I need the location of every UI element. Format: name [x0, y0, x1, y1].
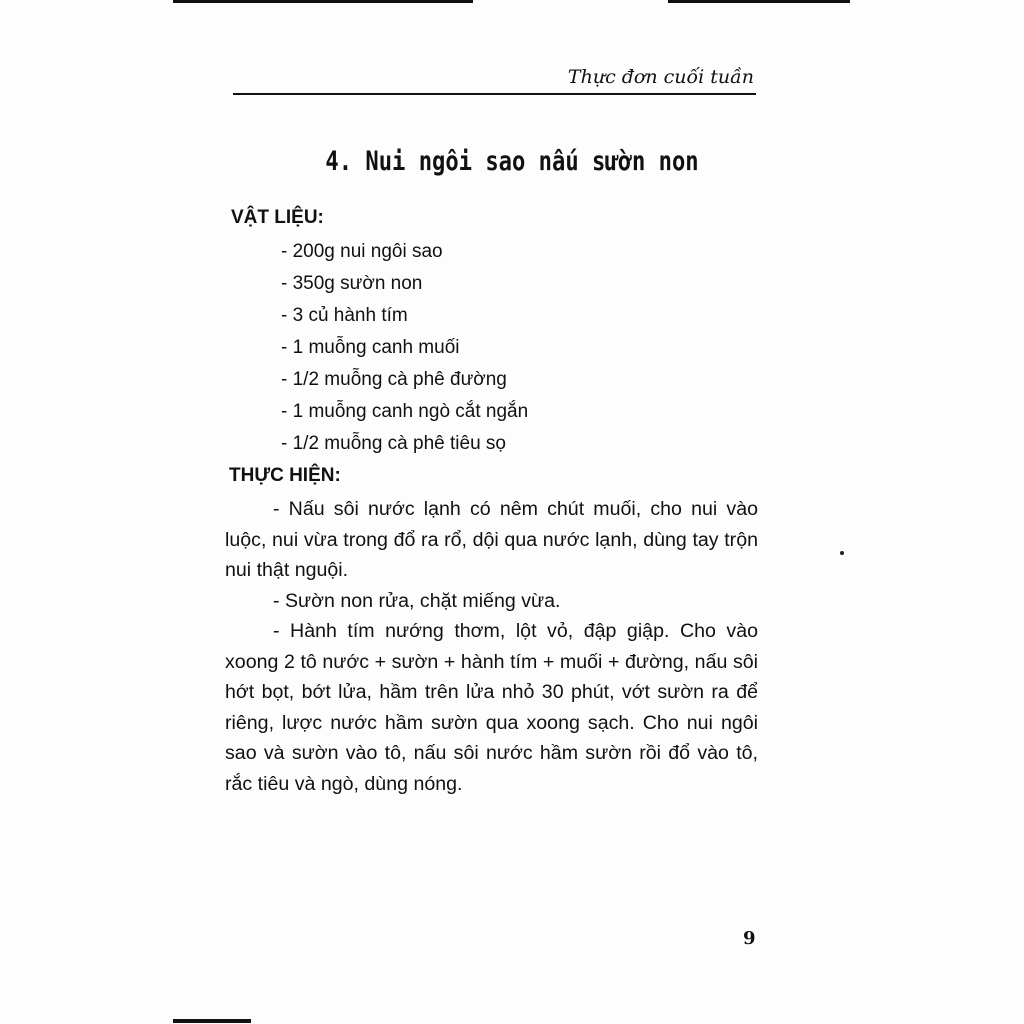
method-step: - Sườn non rửa, chặt miếng vừa. — [273, 589, 561, 612]
ingredient-item: - 1 muỗng canh muối — [281, 337, 460, 358]
running-header: Thực đơn cuối tuần — [567, 66, 754, 88]
scan-edge-top-right — [668, 0, 850, 3]
method-text — [225, 494, 758, 799]
ingredient-item: - 1 muỗng canh ngò cắt ngắn — [281, 401, 529, 422]
ingredient-item: - 200g nui ngôi sao — [281, 241, 443, 262]
page-number: 9 — [743, 928, 756, 949]
method-step: - Hành tím nướng thơm, lột vỏ, đập giập. Cho vào xoong 2 tô nước + sườn + hành tím + muối + đường, nấu sôi hớt bọt, bớt lửa, hầm trên lửa nhỏ 30 phút, vớt sườn ra để riêng, lược nước hầm sườn qua xoong sạch. Cho nui ngôi sao và sườn vào tô, nấu sôi nước hầm sườn rồi đổ vào tô, rắc tiêu và ngò, dùng nóng. — [225, 620, 758, 795]
ingredient-item: - 350g sườn non — [281, 273, 423, 294]
method-step: - Nấu sôi nước lạnh có nêm chút muối, cho nui vào luộc, nui vừa trong đổ ra rổ, dội qua nước lạnh, dùng tay trộn nui thật nguội. — [225, 498, 758, 581]
method-heading: THỰC HIỆN: — [229, 465, 341, 486]
scan-edge-bottom — [173, 1019, 251, 1023]
ingredient-item: - 1/2 muỗng cà phê đường — [281, 369, 507, 390]
ingredient-item: - 3 củ hành tím — [281, 305, 408, 326]
scan-speck — [840, 551, 844, 555]
ingredient-item: - 1/2 muỗng cà phê tiêu sọ — [281, 433, 506, 454]
ingredients-heading: VẬT LIỆU: — [231, 207, 324, 228]
header-rule — [233, 93, 756, 95]
recipe-title: 4. Nui ngôi sao nấu sườn non — [325, 146, 699, 177]
scan-edge-top-left — [173, 0, 473, 3]
ingredients-list — [281, 236, 528, 460]
